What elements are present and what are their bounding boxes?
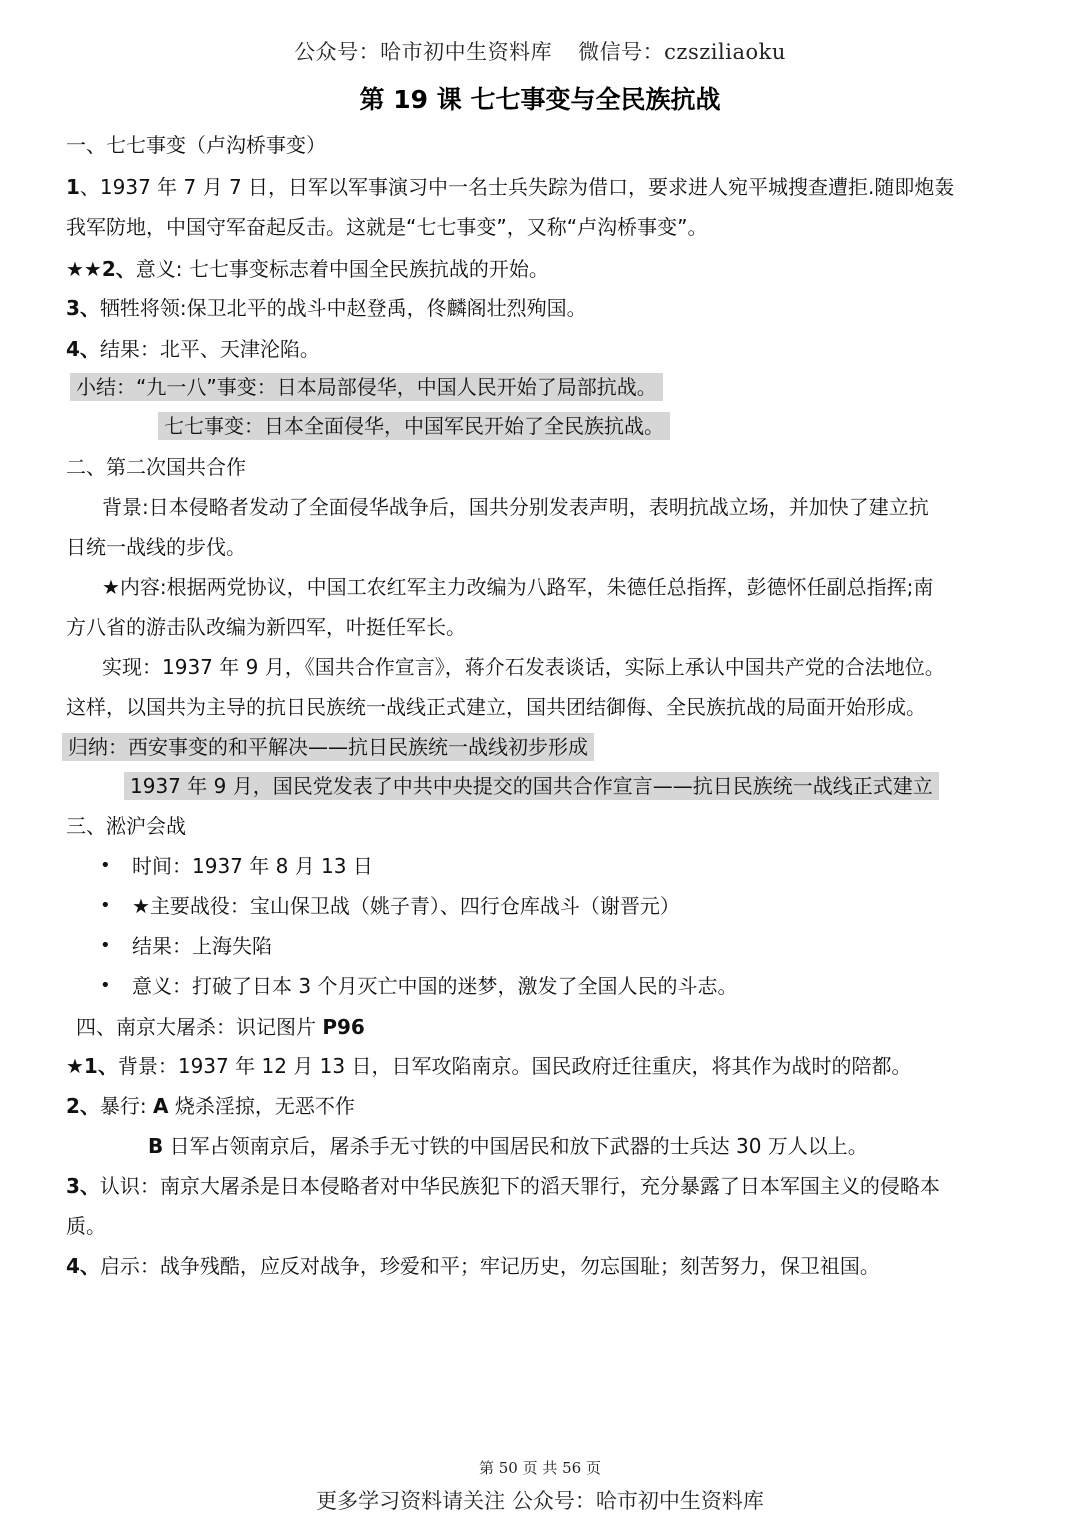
s1-point1-line2: 我军防地，中国守军奋起反击。这就是“七七事变”，又称“卢沟桥事变”。 xyxy=(66,215,708,239)
s4-point1: ★1、背景：1937 年 12 月 13 日，日军攻陷南京。国民政府迁往重庆，将其作为战时的陪都。 xyxy=(66,1054,912,1078)
s4-point3-line1: 3、认识：南京大屠杀是日本侵略者对中华民族犯下的滔天罪行，充分暴露了日本军国主义的侵略本 xyxy=(66,1174,940,1198)
header-account: 公众号：哈市初中生资料库 xyxy=(294,40,553,64)
s2-realization-line1: 实现：1937 年 9 月，《国共合作宣言》，蒋介石发表谈话，实际上承认中国共产党的合法地位。 xyxy=(102,655,945,679)
s1-point4: 4、结果：北平、天津沦陷。 xyxy=(66,337,320,361)
s4-point2-b: B 日军占领南京后，屠杀手无寸铁的中国居民和放下武器的士兵达 30 万人以上。 xyxy=(148,1134,868,1158)
s2-background-line1: 背景:日本侵略者发动了全面侵华战争后，国共分别发表声明，表明抗战立场，并加快了建立抗 xyxy=(102,495,929,519)
s4-point4: 4、启示：战争残酷，应反对战争，珍爱和平；牢记历史，勿忘国耻；刻苦努力，保卫祖国。 xyxy=(66,1254,880,1278)
section1-heading: 一、七七事变（卢沟桥事变） xyxy=(66,133,326,157)
bullet-icon: • xyxy=(100,935,111,956)
s1-point3: 3、牺牲将领:保卫北平的战斗中赵登禹，佟麟阁壮烈殉国。 xyxy=(66,296,587,320)
section4-heading: 四、南京大屠杀：识记图片 P96 xyxy=(76,1015,365,1039)
s4-point3-line2: 质。 xyxy=(66,1214,106,1238)
s3-item-battles: ★主要战役：宝山保卫战（姚子青）、四行仓库战斗（谢晋元） xyxy=(132,894,680,918)
s2-conclusion-line1: 归纳：西安事变的和平解决——抗日民族统一战线初步形成 xyxy=(62,733,594,761)
s2-conclusion-line2: 1937 年 9 月，国民党发表了中共中央提交的国共合作宣言——抗日民族统一战线正式建立 xyxy=(124,772,939,800)
lesson-title: 第 19 课 七七事变与全民族抗战 xyxy=(359,85,721,114)
section2-heading: 二、第二次国共合作 xyxy=(66,455,246,479)
header-wechat: 微信号：czsziliaoku xyxy=(578,40,786,64)
s1-summary-line2: 七七事变：日本全面侵华，中国军民开始了全民族抗战。 xyxy=(158,412,670,440)
s2-content-line2: 方八省的游击队改编为新四军，叶挺任军长。 xyxy=(66,615,466,639)
page-footer: 更多学习资料请关注 公众号：哈市初中生资料库 xyxy=(316,1489,764,1513)
s1-point2: ★★2、意义: 七七事变标志着中国全民族抗战的开始。 xyxy=(66,257,549,281)
page-number: 第 50 页 共 56 页 xyxy=(478,1459,601,1477)
s2-content-line1: ★内容:根据两党协议，中国工农红军主力改编为八路军，朱德任总指挥，彭德怀任副总指挥;南 xyxy=(102,575,934,599)
page-header xyxy=(0,36,1080,66)
s2-realization-line2: 这样，以国共为主导的抗日民族统一战线正式建立，国共团结御侮、全民族抗战的局面开始形成。 xyxy=(66,695,926,719)
bullet-icon: • xyxy=(100,855,111,876)
s1-summary-line1: 小结：“九一八”事变：日本局部侵华，中国人民开始了局部抗战。 xyxy=(70,373,663,401)
bullet-icon: • xyxy=(100,975,111,996)
s1-point1-line1: 1、1937 年 7 月 7 日，日军以军事演习中一名士兵失踪为借口，要求进人宛平城搜查遭拒.随即炮轰 xyxy=(66,175,955,199)
s4-point2: 2、暴行: A 烧杀淫掠，无恶不作 xyxy=(66,1094,355,1118)
s3-item-significance: 意义：打破了日本 3 个月灭亡中国的迷梦，激发了全国人民的斗志。 xyxy=(132,974,738,998)
s3-item-result: 结果：上海失陷 xyxy=(132,934,272,958)
section3-heading: 三、淞沪会战 xyxy=(66,814,186,838)
bullet-icon: • xyxy=(100,895,111,916)
s3-item-time: 时间：1937 年 8 月 13 日 xyxy=(132,854,373,878)
s2-background-line2: 日统一战线的步伐。 xyxy=(66,535,246,559)
